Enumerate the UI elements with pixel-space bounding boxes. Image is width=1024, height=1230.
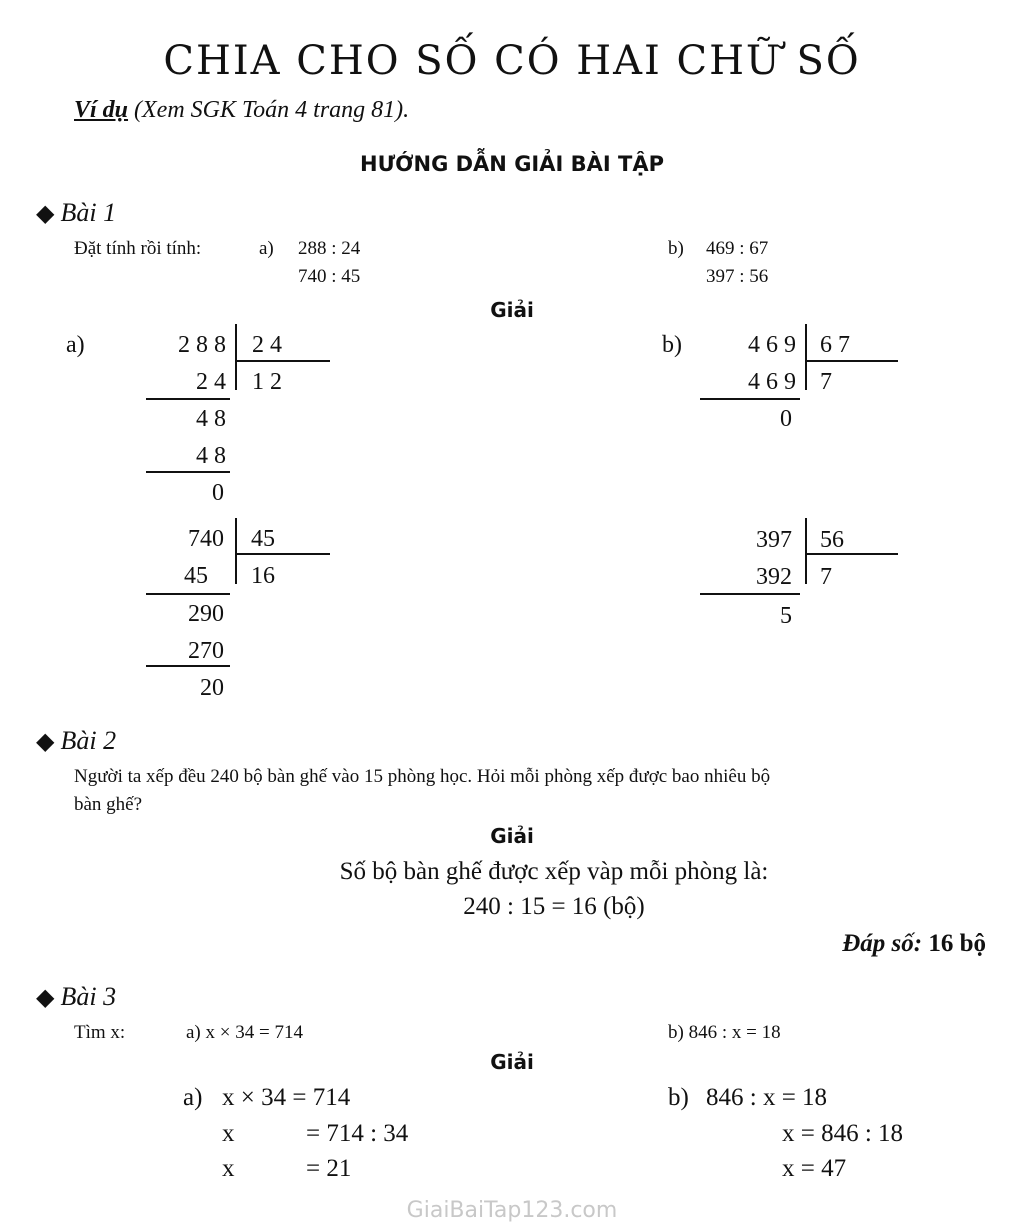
- bai2-solution-heading: Giải: [490, 824, 534, 848]
- div2-divisor: 67: [820, 332, 856, 358]
- div1-vertical-rule: [235, 324, 237, 390]
- bai3-solution-heading: Giải: [490, 1050, 534, 1074]
- bai3-b-line3: x = 47: [782, 1155, 847, 1182]
- div3-r1: 290: [188, 601, 224, 627]
- bai3-b-line2: x = 846 : 18: [782, 1120, 904, 1147]
- diamond-icon: ◆: [36, 201, 55, 227]
- div3-horizontal-rule: [237, 553, 330, 555]
- div1-quotient: 12: [252, 369, 288, 395]
- div2-remainder: 0: [780, 406, 792, 432]
- diamond-icon: ◆: [36, 729, 55, 755]
- div1-sub1: 24: [196, 369, 232, 395]
- div4-remainder: 5: [780, 603, 792, 629]
- div3-sub1: 45: [184, 563, 208, 589]
- div1-r1: 48: [196, 406, 232, 432]
- bai1-a-label: a): [259, 238, 274, 259]
- bai1-b1: 469 : 67: [706, 238, 769, 259]
- div1-underline-1: [146, 398, 230, 400]
- div4-sub1: 392: [756, 564, 792, 590]
- div3-vertical-rule: [235, 518, 237, 584]
- div1-underline-2: [146, 471, 230, 473]
- bai3-find-label: Tìm x:: [74, 1022, 126, 1043]
- bai3-a-line3: = 21: [306, 1155, 352, 1182]
- bai3-heading: ◆ Bài 3: [36, 982, 117, 1011]
- bai1-b2: 397 : 56: [706, 266, 769, 287]
- bai3-a-line1: x × 34 = 714: [222, 1084, 351, 1111]
- div3-underline-2: [146, 665, 230, 667]
- div3-dividend: 740: [188, 526, 224, 552]
- bai3-b-line1: 846 : x = 18: [706, 1084, 828, 1111]
- div1-divisor: 24: [252, 332, 288, 358]
- div3-quotient: 16: [251, 563, 275, 589]
- bai2-heading: ◆ Bài 2: [36, 726, 117, 755]
- bai1-a2: 740 : 45: [298, 266, 361, 287]
- bai2-problem-line1: Người ta xếp đều 240 bộ bàn ghế vào 15 phòng học. Hỏi mỗi phòng xếp được bao nhiêu bộ: [74, 766, 771, 787]
- page-title: CHIA CHO SỐ CÓ HAI CHỮ SỐ: [163, 38, 861, 84]
- bai3-b-label: b): [668, 1084, 689, 1111]
- div3-underline-1: [146, 593, 230, 595]
- example-note: [74, 97, 409, 124]
- div2-label: b): [662, 332, 682, 358]
- div2-vertical-rule: [805, 324, 807, 390]
- bai2-problem-line2: bàn ghế?: [74, 794, 143, 815]
- div2-horizontal-rule: [807, 360, 898, 362]
- example-text: (Xem SGK Toán 4 trang 81).: [128, 97, 410, 123]
- div4-dividend: 397: [756, 527, 792, 553]
- div3-remainder: 20: [200, 675, 224, 701]
- div4-quotient: 7: [820, 564, 832, 590]
- bai1-solution-heading: Giải: [490, 298, 534, 322]
- div4-divisor: 56: [820, 527, 844, 553]
- watermark: GiaiBaiTap123.com: [406, 1198, 618, 1223]
- bai3-a-line3-x: x: [222, 1155, 235, 1182]
- answer-label: Đáp số:: [842, 930, 923, 957]
- bai3-question-a: a) x × 34 = 714: [186, 1022, 303, 1043]
- diamond-icon: ◆: [36, 985, 55, 1011]
- div2-dividend: 469: [748, 332, 802, 358]
- div3-divisor: 45: [251, 526, 275, 552]
- bai3-a-label: a): [183, 1084, 203, 1111]
- bai2-solution-line1: Số bộ bàn ghế được xếp vàp mỗi phòng là:: [339, 858, 769, 885]
- bai2-solution-line2: 240 : 15 = 16 (bộ): [463, 893, 645, 920]
- bai1-instruction: Đặt tính rồi tính:: [74, 238, 202, 259]
- div2-underline: [700, 398, 800, 400]
- example-label: Ví dụ: [74, 97, 129, 123]
- bai2-answer: [842, 930, 986, 958]
- bai1-heading: ◆ Bài 1: [36, 198, 117, 227]
- div2-quotient: 7: [820, 369, 832, 395]
- div1-remainder: 0: [212, 480, 224, 506]
- div1-horizontal-rule: [237, 360, 330, 362]
- answer-value: 16 bộ: [922, 930, 986, 957]
- bai3-question-b: b) 846 : x = 18: [668, 1022, 781, 1043]
- div4-vertical-rule: [805, 518, 807, 584]
- bai3-a-line2-x: x: [222, 1120, 235, 1147]
- div1-dividend: 288: [178, 332, 232, 358]
- bai1-b-label: b): [668, 238, 684, 259]
- bai1-a1: 288 : 24: [298, 238, 361, 259]
- div2-sub1: 469: [748, 369, 802, 395]
- div3-sub2: 270: [188, 638, 224, 664]
- guide-heading: HƯỚNG DẪN GIẢI BÀI TẬP: [360, 152, 664, 176]
- div1-label: a): [66, 332, 85, 358]
- div4-underline: [700, 593, 800, 595]
- div1-sub2: 48: [196, 443, 232, 469]
- bai3-a-line2: = 714 : 34: [306, 1120, 409, 1147]
